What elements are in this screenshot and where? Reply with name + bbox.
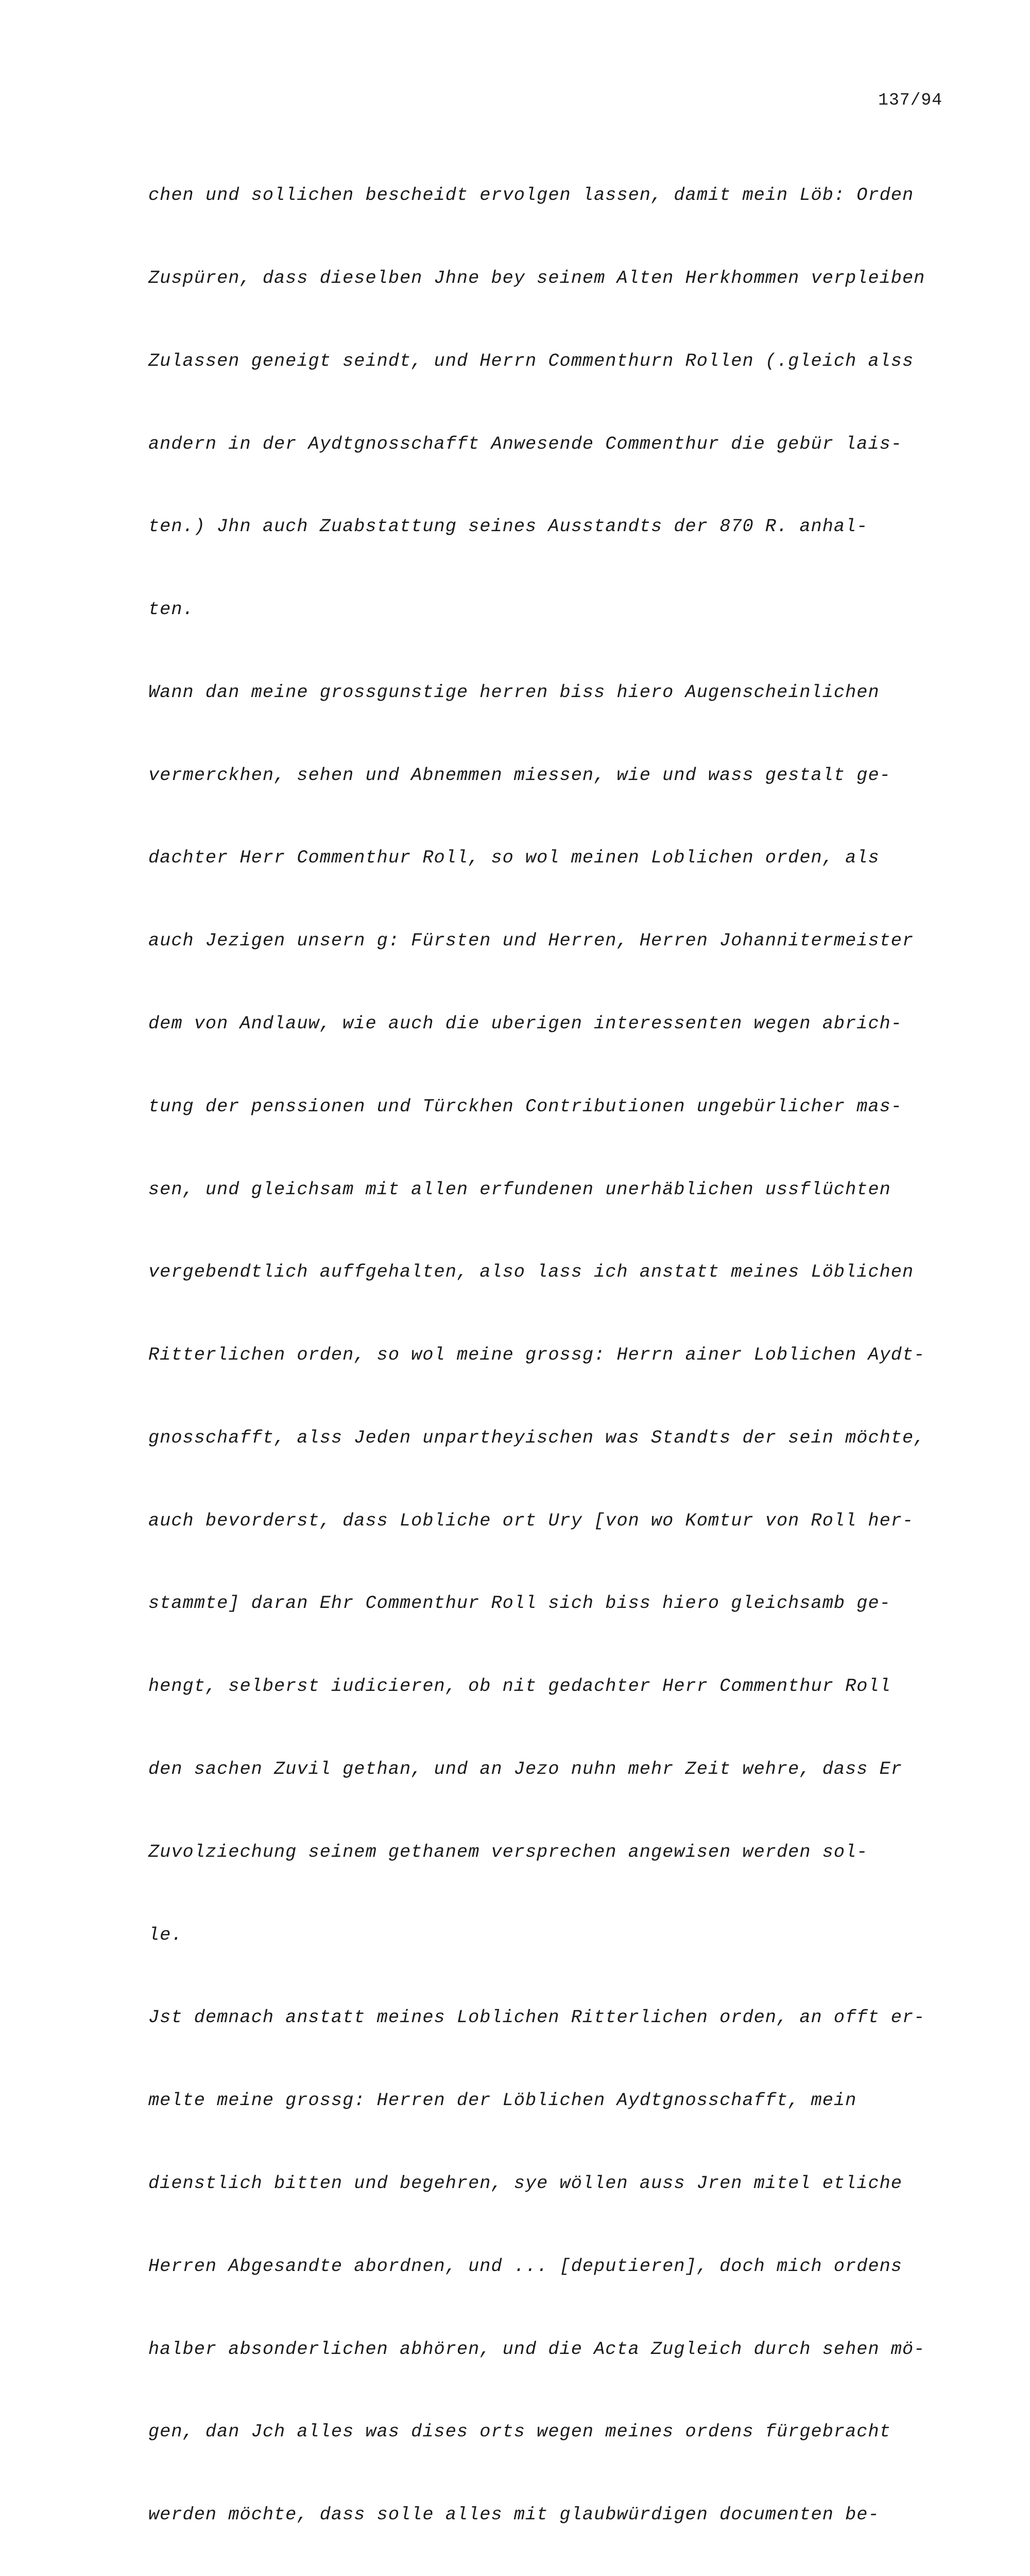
text-line: werden möchte, dass solle alles mit glaubwürdigen documenten be-	[148, 2504, 880, 2526]
text-line: sen, und gleichsam mit allen erfundenen unerhäblichen ussflüchten	[148, 1179, 891, 1200]
text-line: auch bevorderst, dass Lobliche ort Ury [von wo Komtur von Roll her-	[148, 1510, 914, 1531]
document-body	[148, 127, 952, 2576]
text-line: hengt, selberst iudicieren, ob nit gedachter Herr Commenthur Roll	[148, 1676, 891, 1697]
text-line: Ritterlichen orden, so wol meine grossg: Herrn ainer Loblichen Aydt-	[148, 1345, 925, 1366]
text-line: halber absonderlichen abhören, und die Acta Zugleich durch sehen mö-	[148, 2338, 925, 2360]
text-line: vergebendtlich auffgehalten, also lass ich anstatt meines Löblichen	[148, 1262, 914, 1283]
text-line: le.	[148, 1924, 183, 1945]
text-line: andern in der Aydtgnosschafft Anwesende Commenthur die gebür lais-	[148, 433, 902, 454]
text-line: den sachen Zuvil gethan, und an Jezo nuhn mehr Zeit wehre, dass Er	[148, 1759, 902, 1780]
text-line: ten.) Jhn auch Zuabstattung seines Ausstandts der 870 R. anhal-	[148, 516, 868, 537]
text-line: dienstlich bitten und begehren, sye wöllen auss Jren mitel etliche	[148, 2173, 902, 2194]
text-line: melte meine grossg: Herren der Löblichen Aydtgnosschafft, mein	[148, 2090, 857, 2111]
text-line: Wann dan meine grossgunstige herren biss hiero Augenscheinlichen	[148, 682, 880, 703]
text-line: Zulassen geneigt seindt, und Herrn Commenthurn Rollen (.gleich alss	[148, 350, 914, 371]
text-line: dachter Herr Commenthur Roll, so wol meinen Loblichen orden, als	[148, 848, 880, 869]
text-line: chen und sollichen bescheidt ervolgen lassen, damit mein Löb: Orden	[148, 185, 914, 206]
text-line: gnosschafft, alss Jeden unpartheyischen was Standts der sein möchte,	[148, 1427, 925, 1448]
text-line: tung der penssionen und Türckhen Contributionen ungebürlicher mas-	[148, 1096, 902, 1117]
page-number: 137/94	[878, 91, 942, 110]
text-line: Zuvolziechung seinem gethanem versprechen angewisen werden sol-	[148, 1841, 868, 1862]
text-line: gen, dan Jch alles was dises orts wegen meines ordens fürgebracht	[148, 2421, 891, 2443]
text-line: dem von Andlauw, wie auch die uberigen interessenten wegen abrich-	[148, 1013, 902, 1034]
text-line: Herren Abgesandte abordnen, und ... [deputieren], doch mich ordens	[148, 2256, 902, 2277]
text-line: auch Jezigen unsern g: Fürsten und Herren, Herren Johannitermeister	[148, 930, 914, 952]
text-line: stammte] daran Ehr Commenthur Roll sich biss hiero gleichsamb ge-	[148, 1593, 891, 1614]
text-line: vermerckhen, sehen und Abnemmen miessen, wie und wass gestalt ge-	[148, 765, 891, 786]
text-line: ten.	[148, 599, 194, 620]
text-line: Jst demnach anstatt meines Loblichen Ritterlichen orden, an offt er-	[148, 2007, 925, 2028]
text-line: Zuspüren, dass dieselben Jhne bey seinem Alten Herkhommen verpleiben	[148, 267, 925, 289]
